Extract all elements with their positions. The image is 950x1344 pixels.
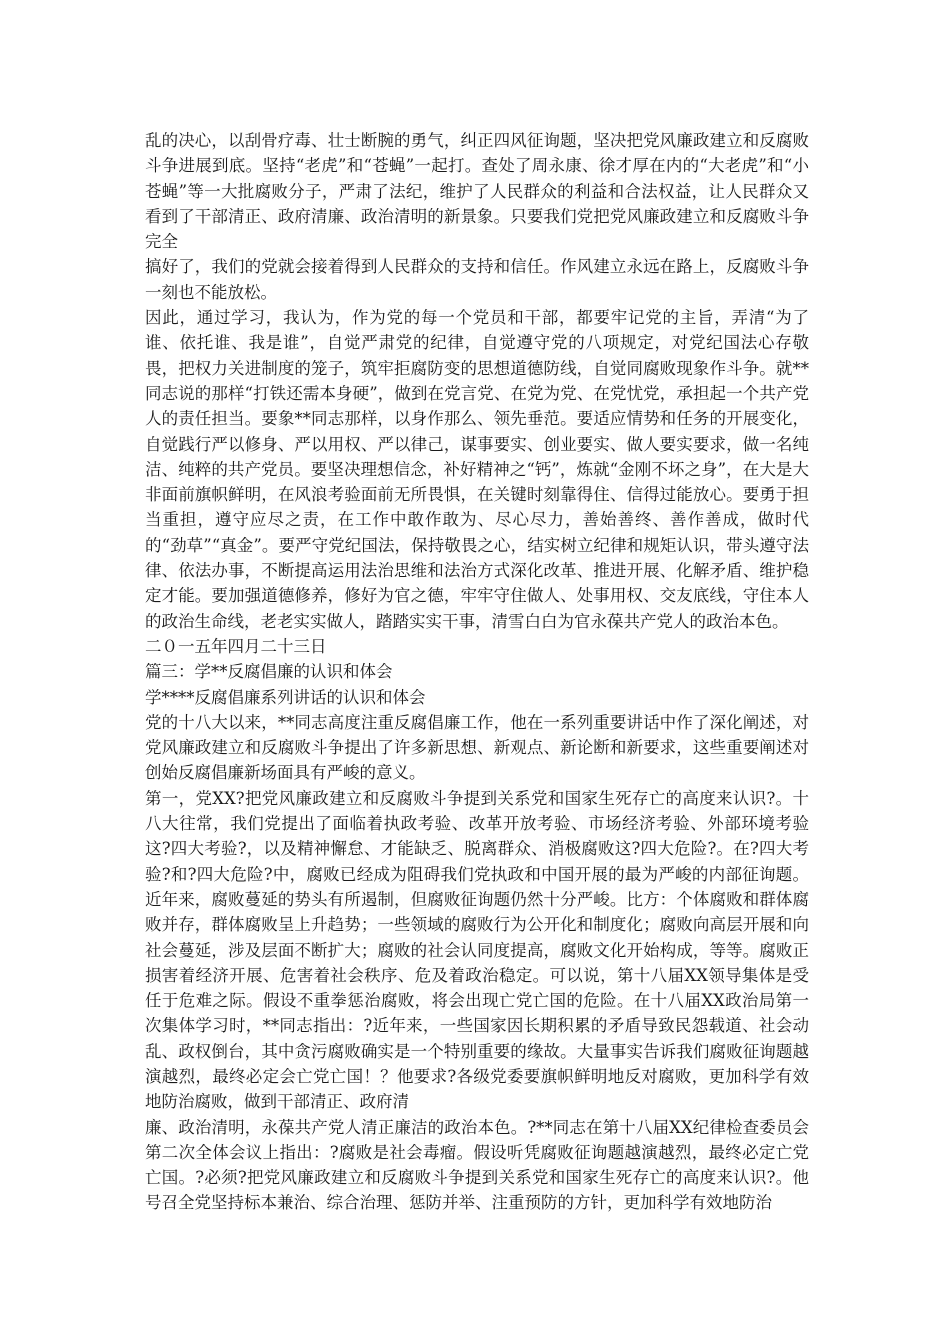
paragraph-reflection: 因此，通过学习，我认为，作为党的每一个党员和干部，都要牢记党的主旨，弄清“为了谁、依托谁、我是谁”，自觉严肃党的纪律，自觉遵守党的八项规定，对党纪国法心存敬畏，把权力关进制度的笼子，筑牢拒腐防变的思想道德防线，自觉同腐败现象作斗争。就**同志说的那样“打铁还需本身硬”，做到在党言党、在党为党、在党忧党，承担起一个共产党人的责任担当。要象**同志那样，以身作那么、领先垂范。要适应情势和任务的开展变化，自觉践行严以修身、严以用权、严以律己，谋事要实、创业要实、做人要实要求，做一名纯洁、纯粹的共产党员。要坚决理想信念，补好精神之“钙”，炼就“金刚不坏之身”，在大是大非面前旗帜鲜明，在风浪考验面前无所畏惧，在关键时刻靠得住、信得过能放心。要勇于担当重担，遵守应尽之责，在工作中敢作敢为、尽心尽力，善始善终、善作善成，做时代的“劲草”“真金”。要严守党纪国法，保持敬畏之心，结实树立纪律和规矩认识，带头遵守法律、依法办事，不断提高运用法治思维和法治方式深化改革、推进开展、化解矛盾、维护稳定才能。要加强道德修养，修好为官之德，牢牢守住做人、处事用权、交友底线，守住本人的政治生命线，老老实实做人，踏踏实实干事，清雪白白为官永葆共产党人的政治本色。 [145,308,809,631]
paragraph-intro-continuation: 乱的决心，以刮骨疗毒、壮士断腕的勇气，纠正四风征询题，坚决把党风廉政建立和反腐败斗争进展到底。坚持“老虎”和“苍蝇”一起打。查处了周永康、徐才厚在内的“大老虎”和“小苍蝇”等一大批腐败分子，严肃了法纪，维护了人民群众的利益和合法权益，让人民群众又看到了干部清正、政府清廉、政治清明的新景象。只要我们党把党风廉政建立和反腐败斗争完全 [145,131,809,252]
section-heading: 篇三：学**反腐倡廉的认识和体会 [145,662,393,682]
document-page [145,128,809,1216]
paragraph-intro-end: 搞好了，我们的党就会接着得到人民群众的支持和信任。作风建立永远在路上，反腐败斗争一刻也不能放松。 [145,257,809,302]
paragraph-point-one: 第一，党XX?把党风廉政建立和反腐败斗争提到关系党和国家生死存亡的高度来认识?。十八大往常，我们党提出了面临着执政考验、改革开放考验、市场经济考验、外部环境考验这?四大考验?，以及精神懈怠、才能缺乏、脱离群众、消极腐败这?四大危险?。在?四大考验?和?四大危险?中，腐败已经成为阻碍我们党执政和中国开展的最为严峻的内部征询题。近年来，腐败蔓延的势头有所遏制，但腐败征询题仍然十分严峻。比方：个体腐败和群体腐败并存，群体腐败呈上升趋势；一些领域的腐败行为公开化和制度化；腐败向高层开展和向社会蔓延，涉及层面不断扩大；腐败的社会认同度提高，腐败文化开始构成，等等。腐败正损害着经济开展、危害着社会秩序、危及着政治稳定。可以说，第十八届XX领导集体是受任于危难之际。假设不重拳惩治腐败，将会出现亡党亡国的危险。在十八届XX政治局第一次集体学习时，**同志指出：?近年来，一些国家因长期积累的矛盾导致民怨载道、社会动乱、政权倒台，其中贪污腐败确实是一个特别重要的缘故。大量事实告诉我们腐败征询题越演越烈，最终必定会亡党亡国！？他要求?各级党委要旗帜鲜明地反对腐败，更加科学有效地防治腐败，做到干部清正、政府清 [145,788,809,1112]
paragraph-point-one-continued: 廉、政治清明，永葆共产党人清正廉洁的政治本色。?**同志在第十八届XX纪律检查委员会第二次全体会议上指出：?腐败是社会毒瘤。假设听凭腐败征询题越演越烈，最终必定亡党亡国。?必须?把党风廉政建立和反腐败斗争提到关系党和国家生死存亡的高度来认识?。他号召全党坚持标本兼治、综合治理、惩防并举、注重预防的方针，更加科学有效地防治 [145,1117,809,1213]
paragraph-overview: 党的十八大以来，**同志高度注重反腐倡廉工作，他在一系列重要讲话中作了深化阐述，对党风廉政建立和反腐败斗争提出了许多新思想、新观点、新论断和新要求，这些重要阐述对创始反腐倡廉新场面具有严峻的意义。 [145,712,809,783]
section-subtitle: 学****反腐倡廉系列讲话的认识和体会 [145,687,426,707]
document-date: 二０一五年四月二十三日 [145,636,327,656]
